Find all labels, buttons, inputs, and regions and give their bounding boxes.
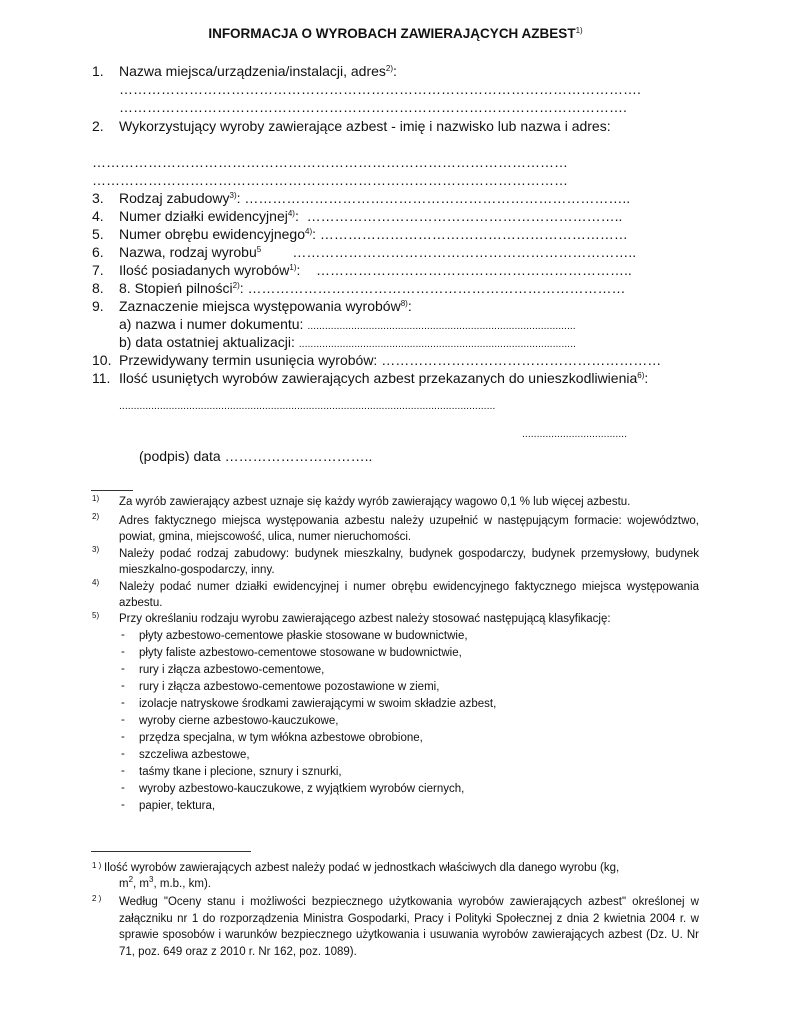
item-label: Ilość usuniętych wyrobów zawierających azbest przekazanych do unieszkodliwienia: [119, 370, 638, 386]
item-colon: :: [393, 63, 397, 79]
footnote-mark: 1): [92, 494, 100, 503]
document-title: [0, 26, 791, 41]
field-8-stopien-pilnosci: [92, 280, 626, 298]
list-item: przędza specjalna, w tym włókna azbestowe obrobione,: [139, 732, 423, 744]
item-label: Rodzaj zabudowy: [119, 190, 230, 206]
footnote-mark: 5): [92, 611, 100, 620]
item-colon: :: [644, 370, 649, 386]
field-2-line-1[interactable]: …………………………………………………………………………………………: [92, 154, 568, 170]
bullet: -: [121, 748, 125, 760]
bullet: -: [121, 731, 125, 743]
footnote-ref: 8): [400, 299, 408, 308]
field-1-line-2[interactable]: ……………………………………………………………………………………………….: [119, 99, 627, 115]
field-5-input[interactable]: …………………………………………………………: [319, 226, 628, 242]
footnote-ref: 3): [229, 191, 237, 200]
item-number: 6.: [92, 244, 104, 260]
field-9-label: [92, 298, 412, 316]
footnote-ref: 1): [289, 263, 297, 272]
superscript: 3: [149, 875, 154, 884]
signature-line[interactable]: ....................................: [522, 428, 628, 440]
subitem-label: a) nazwa i numer dokumentu:: [119, 316, 304, 332]
page-footnote-separator: [91, 851, 251, 852]
field-2-line-2[interactable]: …………………………………………………………………………………………: [92, 172, 568, 188]
item-colon: :: [294, 208, 299, 224]
field-3-rodzaj-zabudowy: [92, 190, 630, 208]
field-10-termin-usuniecia: [92, 352, 661, 370]
bullet: -: [121, 646, 125, 658]
item-number: 4.: [92, 208, 104, 224]
footnote-mark: 3): [92, 545, 100, 554]
bullet: -: [121, 714, 125, 726]
units-rest: , m.b., km).: [153, 878, 211, 890]
field-3-input[interactable]: ………………………………………………………………………..: [244, 190, 631, 206]
item-number: 11.: [92, 370, 111, 386]
footnote-text: Za wyrób zawierający azbest uznaje się każdy wyrób zawierający wagowo 0,1 % lub więcej azbestu.: [119, 496, 631, 508]
item-label: Numer działki ewidencyjnej: [119, 208, 288, 224]
field-1-line-1[interactable]: ………………………………………………………………………………………………….: [119, 81, 641, 97]
item-label: Nazwa miejsca/urządzenia/instalacji, adres: [119, 63, 386, 79]
item-colon: :: [407, 298, 412, 314]
bullet: -: [121, 799, 125, 811]
field-9a-nazwa-dokumentu: [119, 316, 576, 336]
item-number: 9.: [92, 298, 104, 314]
item-number: 1.: [92, 63, 104, 79]
item-label: Zaznaczenie miejsca występowania wyrobów: [119, 298, 401, 314]
footnote-mark: 2): [92, 512, 100, 521]
footnote-mark: 1 ): [92, 861, 102, 870]
item-label: Numer obrębu ewidencyjnego: [119, 226, 305, 242]
date-input[interactable]: …………………………..: [224, 448, 373, 464]
footnote-mark: 4): [92, 578, 100, 587]
signature-date-row: [139, 448, 372, 466]
title-footnote-ref: 1): [575, 26, 583, 35]
field-7-ilosc-wyrobow: [92, 262, 632, 280]
footnote-text: Adres faktycznego miejsca występowania azbestu należy uzupełnić w następującym formacie: województwo, powiat, gmina, miejscowość, ulica, numer nieruchomości.: [119, 515, 699, 543]
field-11-input[interactable]: .................................................................................................................................: [119, 400, 496, 412]
field-6-nazwa-wyrobu: [92, 244, 636, 262]
field-4-numer-dzialki: [92, 208, 622, 226]
footnote-text: Przy określaniu rodzaju wyrobu zawierającego azbest należy stosować następującą klasyfikację:: [119, 613, 611, 625]
item-number: 3.: [92, 190, 104, 206]
bullet: -: [121, 680, 125, 692]
field-11-label: [92, 370, 648, 388]
footnote-mark: 2 ): [92, 894, 102, 903]
item-label: 8. Stopień pilności: [119, 280, 233, 296]
list-item: wyroby azbestowo-kauczukowe, z wyjątkiem wyrobów ciernych,: [139, 783, 465, 795]
field-9b-data-aktualizacji: [119, 334, 576, 354]
unit-m: , m: [133, 878, 150, 890]
list-item: płyty azbestowo-cementowe płaskie stosowane w budownictwie,: [139, 630, 468, 642]
footnote-text: Należy podać rodzaj zabudowy: budynek mieszkalny, budynek gospodarczy, budynek przemysłowy, budynek mieszkalno-gospodarczy, inny.: [119, 548, 699, 576]
field-5-numer-obrebu: [92, 226, 628, 244]
field-8-input[interactable]: ………………………………………………………………………: [247, 280, 626, 296]
item-colon: :: [239, 280, 244, 296]
footnote-text-line2: [119, 877, 211, 892]
list-item: rury i złącza azbestowo-cementowe,: [139, 664, 325, 676]
footnote-text-line1: Ilość wyrobów zawierających azbest należy podać w jednostkach właściwych dla danego wyrobu (kg,: [104, 862, 620, 874]
bullet: -: [121, 663, 125, 675]
item-label: Przewidywany termin usunięcia wyrobów:: [119, 352, 378, 368]
list-item: papier, tektura,: [139, 800, 216, 812]
field-2-label: [92, 118, 611, 136]
item-colon: :: [296, 262, 301, 278]
item-colon: :: [312, 226, 317, 242]
bullet: -: [121, 629, 125, 641]
field-4-input[interactable]: …………………………………………………………..: [306, 208, 623, 224]
footnote-ref: 4): [305, 227, 313, 236]
bullet: -: [121, 697, 125, 709]
list-item: szczeliwa azbestowe,: [139, 749, 250, 761]
item-label: Ilość posiadanych wyrobów: [119, 262, 290, 278]
field-7-input[interactable]: …………………………………………………………..: [316, 262, 632, 278]
list-item: rury i złącza azbestowo-cementowe pozostawione w ziemi,: [139, 681, 440, 693]
field-1-label: [92, 63, 397, 81]
item-number: 8.: [92, 280, 104, 296]
list-item: izolacje natryskowe środkami zawierającymi w swoim składzie azbest,: [139, 698, 497, 710]
footnote-ref: 2): [232, 281, 240, 290]
footnote-ref: 4): [287, 209, 295, 218]
item-colon: :: [236, 190, 241, 206]
bullet: -: [121, 765, 125, 777]
item-number: 10.: [92, 352, 112, 368]
footnote-separator: [91, 490, 133, 491]
item-label: Nazwa, rodzaj wyrobu: [119, 244, 257, 260]
footnote-ref: 2): [385, 64, 394, 73]
field-9b-input[interactable]: ...............................................................................................: [298, 338, 576, 350]
list-item: taśmy tkane i plecione, sznury i sznurki,: [139, 766, 342, 778]
item-label: Wykorzystujący wyroby zawierające azbest - imię i nazwisko lub nazwa i adres:: [119, 118, 611, 134]
footnote-text: Należy podać numer działki ewidencyjnej i numer obrębu ewidencyjnego faktycznego miejsca występowania azbestu.: [119, 581, 699, 609]
item-number: 7.: [92, 262, 104, 278]
signature-label: (podpis) data: [139, 448, 221, 464]
item-number: 5.: [92, 226, 104, 242]
field-10-input[interactable]: ……………………………………………………: [381, 352, 662, 368]
superscript: 2: [128, 875, 134, 884]
unit-m: m: [119, 878, 129, 890]
list-item: płyty faliste azbestowo-cementowe stosowane w budownictwie,: [139, 647, 462, 659]
footnote-text: Według "Oceny stanu i możliwości bezpiecznego użytkowania wyrobów zawierających azbest" określonej w załączniku nr 1 do rozporządzenia Ministra Gospodarki, Pracy i Polityki Społecznej z dnia 2 kwietnia 2004 r. w sprawie sposobów i warunków bezpiecznego użytkowania i usuwania wyrobów zawierających azbest (Dz. U. Nr 71, poz. 649 oraz z 2010 r. Nr 162, poz. 1089).: [119, 896, 699, 958]
title-text: INFORMACJA O WYROBACH ZAWIERAJĄCYCH AZBEST: [208, 26, 576, 41]
item-number: 2.: [92, 118, 104, 134]
footnote-ref: 6): [637, 371, 645, 380]
subitem-label: b) data ostatniej aktualizacji:: [119, 334, 295, 350]
bullet: -: [121, 782, 125, 794]
field-6-input[interactable]: ………………………………………………………………..: [292, 244, 637, 260]
field-9a-input[interactable]: ............................................................................................: [307, 320, 576, 332]
list-item: wyroby cierne azbestowo-kauczukowe,: [139, 715, 339, 727]
footnote-ref: 5: [256, 245, 262, 254]
